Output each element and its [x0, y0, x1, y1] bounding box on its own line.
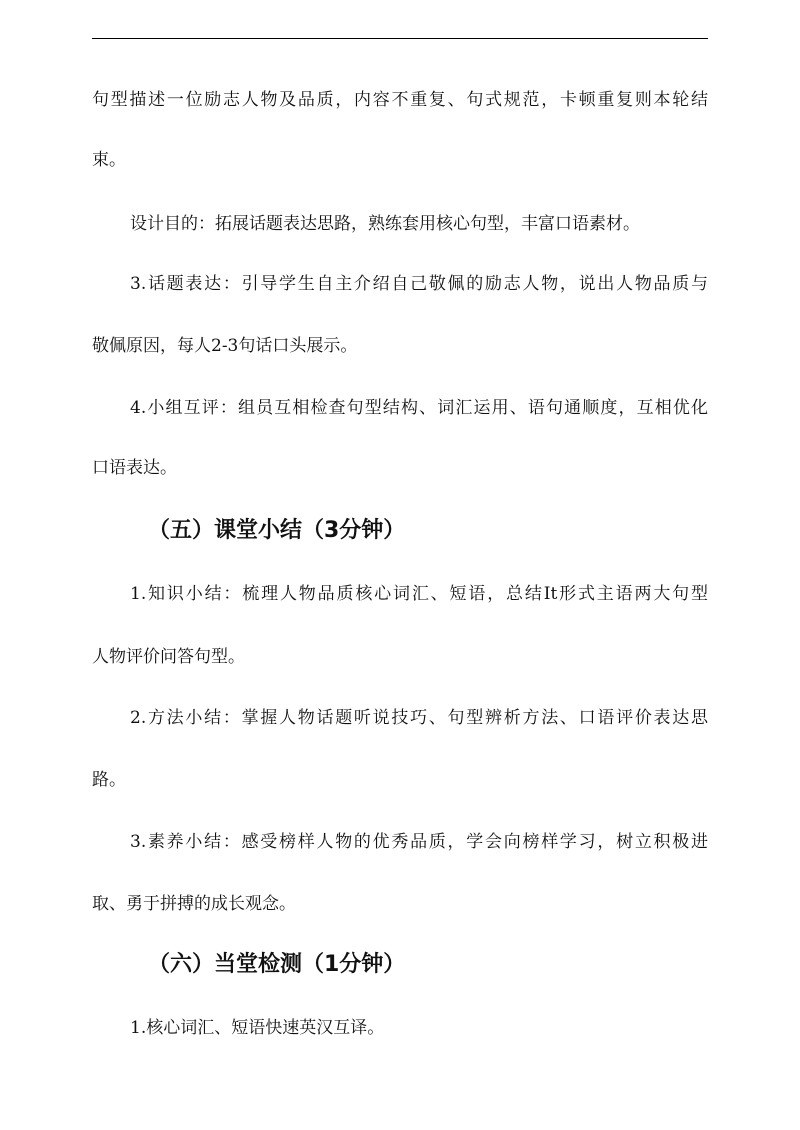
paragraph-line: 1.知识小结：梳理人物品质核心词汇、短语，总结It形式主语两大句型	[130, 584, 708, 604]
paragraph-line: 1.核心词汇、短语快速英汉互译。	[130, 1018, 385, 1038]
paragraph-line: 束。	[92, 150, 126, 170]
section-heading: （五）课堂小结（3分钟）	[148, 518, 406, 543]
paragraph-line: 取、勇于拼搏的成长观念。	[92, 894, 296, 914]
header-rule	[92, 38, 708, 39]
paragraph-line: 人物评价问答句型。	[92, 647, 245, 667]
paragraph-line: 3.素养小结：感受榜样人物的优秀品质，学会向榜样学习，树立积极进	[130, 832, 708, 852]
paragraph-line: 3.话题表达：引导学生自主介绍自己敬佩的励志人物，说出人物品质与	[130, 274, 708, 294]
section-heading: （六）当堂检测（1分钟）	[148, 952, 406, 977]
paragraph-line: 设计目的：拓展话题表达思路，熟练套用核心句型，丰富口语素材。	[130, 214, 640, 234]
paragraph-line: 4.小组互评：组员互相检查句型结构、词汇运用、语句通顺度，互相优化	[130, 398, 708, 418]
paragraph-line: 路。	[92, 770, 126, 790]
paragraph-line: 敬佩原因，每人2-3句话口头展示。	[92, 336, 358, 356]
paragraph-line: 2.方法小结：掌握人物话题听说技巧、句型辨析方法、口语评价表达思	[130, 708, 708, 728]
paragraph-line: 口语表达。	[92, 458, 177, 478]
paragraph-line: 句型描述一位励志人物及品质，内容不重复、句式规范，卡顿重复则本轮结	[92, 90, 708, 110]
